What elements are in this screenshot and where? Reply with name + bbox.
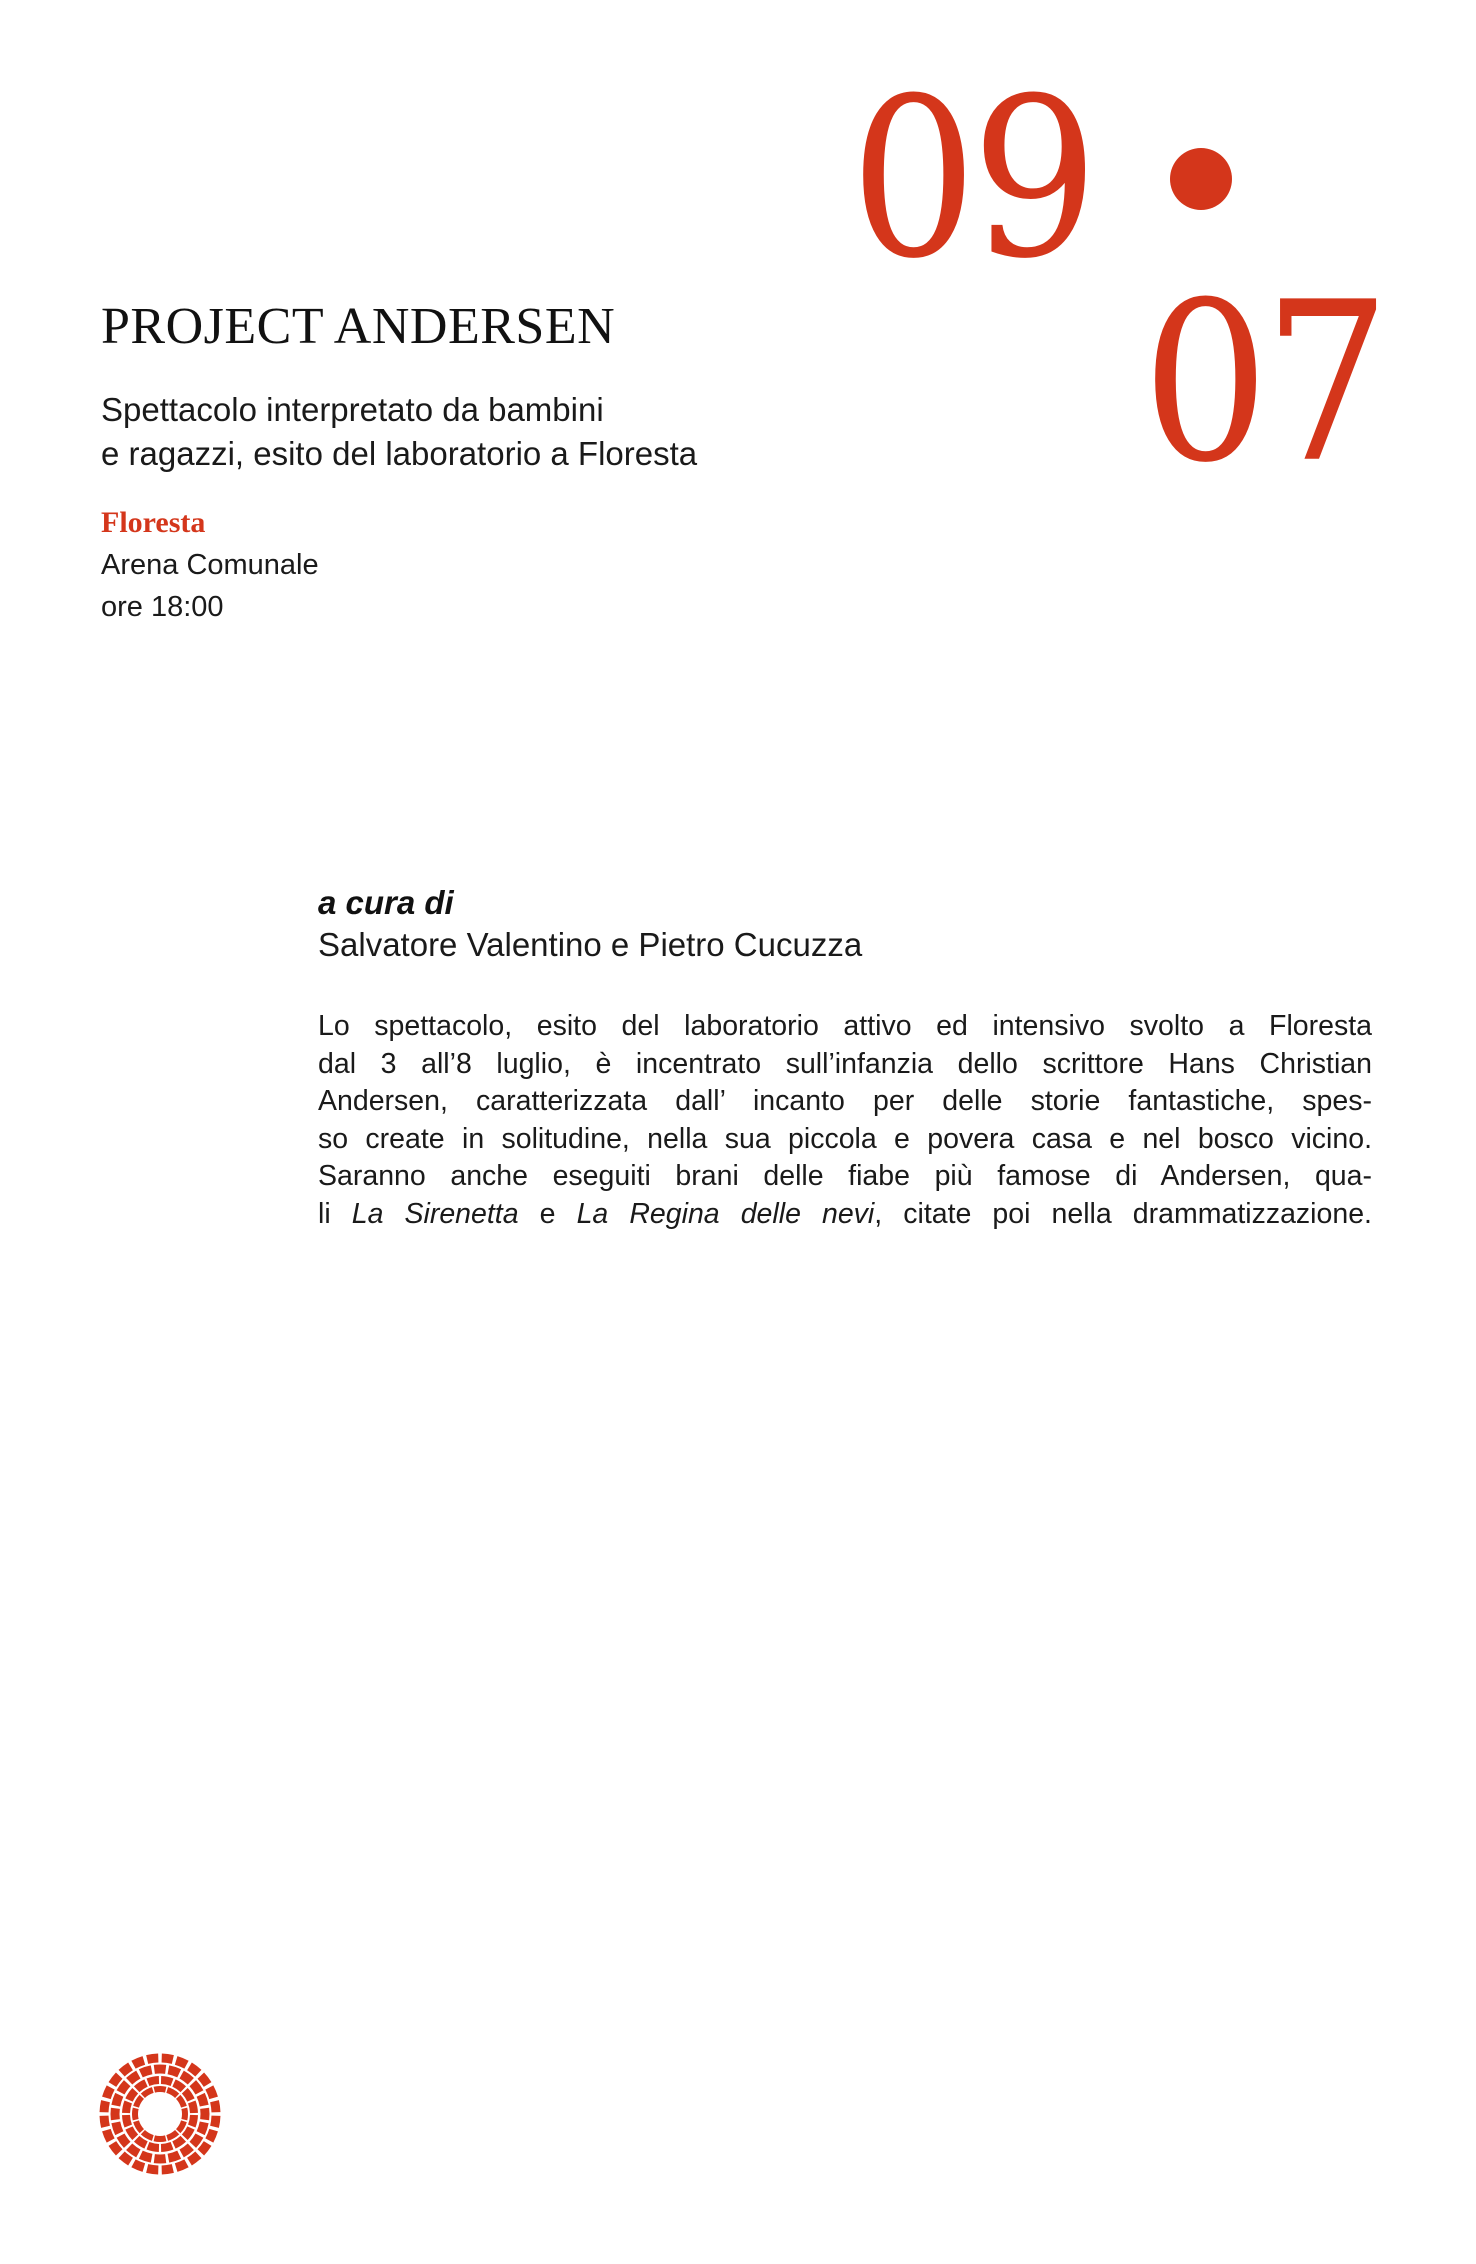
logo-brick [136, 2097, 142, 2107]
curator-label: a cura di [318, 884, 454, 921]
logo-brick [148, 2080, 159, 2082]
logo-brick [189, 2155, 198, 2162]
logo-brick [178, 2097, 184, 2107]
logo-brick [141, 2155, 152, 2159]
logo-brick [126, 2102, 128, 2113]
logo-brick [201, 2076, 208, 2085]
logo-brick [136, 2121, 142, 2131]
logo-brick [126, 2115, 128, 2126]
logo-brick [161, 2080, 172, 2082]
logo-brick [135, 2108, 136, 2119]
logo-brick [168, 2070, 179, 2074]
logo-brick [184, 2108, 185, 2119]
work-title-sirenetta: La Sirenetta [351, 1197, 519, 1230]
description-line: Saranno anche eseguiti brani delle fiabe più famose di Andersen, qua- [318, 1160, 1372, 1192]
logo-brick [129, 2091, 135, 2100]
event-place: Floresta [101, 506, 206, 539]
logo-brick [106, 2130, 110, 2140]
logo-brick [141, 2070, 152, 2074]
logo-brick [176, 2163, 186, 2167]
logo-brick [185, 2128, 191, 2137]
event-subtitle-line: Spettacolo interpretato da bambini [101, 391, 604, 428]
logo-brick [182, 2147, 191, 2154]
logo-brick [116, 2095, 120, 2106]
logo-brick [167, 2090, 177, 2096]
logo-brick [209, 2087, 213, 2097]
description-line: dal 3 all’8 luglio, è incentrato sull’infanzia dello scrittore Hans Christian [318, 1047, 1372, 1080]
logo-brick [137, 2083, 146, 2089]
description-line: Lo spettacolo, esito del laboratorio attivo ed intensivo svolto a Floresta [318, 1010, 1372, 1042]
event-title: PROJECT ANDERSEN [101, 298, 616, 355]
logo-brick [143, 2132, 153, 2138]
logo-brick [162, 2058, 173, 2059]
logo-brick [174, 2139, 183, 2145]
logo-brick [215, 2116, 216, 2127]
logo-brick [122, 2155, 131, 2162]
logo-brick [192, 2102, 194, 2113]
logo-brick [122, 2066, 131, 2073]
logo-brick [133, 2060, 143, 2064]
logo-brick [106, 2087, 110, 2097]
logo-brick [133, 2163, 143, 2167]
logo-brick [201, 2095, 205, 2106]
logo-brick [143, 2090, 153, 2096]
logo-brick [193, 2136, 200, 2145]
logo-brick [116, 2122, 120, 2133]
logo-brick [161, 2146, 172, 2148]
curator-names: Salvatore Valentino e Pietro Cucuzza [318, 926, 863, 963]
description-line: so create in solitudine, nella sua piccola e povera casa e nel bosco vicino. [318, 1122, 1372, 1155]
logo-brick [185, 2091, 191, 2100]
event-time: ore 18:00 [101, 591, 224, 623]
logo-brick [193, 2083, 200, 2092]
logo-brick [137, 2139, 146, 2145]
logo-brick [189, 2066, 198, 2073]
logo-brick [121, 2083, 128, 2092]
event-subtitle-line: e ragazzi, esito del laboratorio a Floresta [101, 435, 698, 472]
date-day: 09 [850, 51, 1093, 308]
logo-brick [104, 2101, 105, 2112]
description-text: , citate poi nella drammatizzazione. [874, 1197, 1372, 1230]
logo-brick [148, 2146, 159, 2148]
description-text: li [318, 1197, 331, 1230]
work-title-regina-delle-nevi: La Regina delle nevi [576, 1197, 875, 1230]
description-text: e [539, 1197, 556, 1230]
logo-brick [112, 2076, 119, 2085]
date-separator-dot [1170, 148, 1232, 210]
logo-brick [215, 2101, 216, 2112]
logo-brick [176, 2060, 186, 2064]
logo-brick [121, 2136, 128, 2145]
logo-brick [154, 2138, 165, 2139]
logo-brick [182, 2075, 191, 2082]
logo-brick [104, 2116, 105, 2127]
logo-brick [178, 2121, 184, 2131]
logo-brick [168, 2155, 179, 2159]
logo-brick [167, 2132, 177, 2138]
logo-brick [154, 2089, 165, 2090]
logo-brick [112, 2143, 119, 2152]
logo-brick [201, 2122, 205, 2133]
brick-ring-logo-icon [97, 2051, 223, 2177]
description-line-last [318, 1196, 1372, 1234]
logo-brick [201, 2143, 208, 2152]
logo-brick [129, 2128, 135, 2137]
description-line: Andersen, caratterizzata dall’ incanto per delle storie fantastiche, spes- [318, 1085, 1372, 1117]
logo-brick [162, 2169, 173, 2170]
event-description [318, 1008, 1372, 1233]
logo-brick [192, 2115, 194, 2126]
logo-brick [147, 2169, 158, 2170]
logo-brick [129, 2075, 138, 2082]
logo-brick [147, 2058, 158, 2059]
date-month: 07 [1142, 255, 1385, 512]
logo-brick [129, 2147, 138, 2154]
logo-brick [209, 2130, 213, 2140]
logo-brick [174, 2083, 183, 2089]
event-subtitle [101, 388, 697, 476]
event-venue: Arena Comunale [101, 549, 319, 581]
